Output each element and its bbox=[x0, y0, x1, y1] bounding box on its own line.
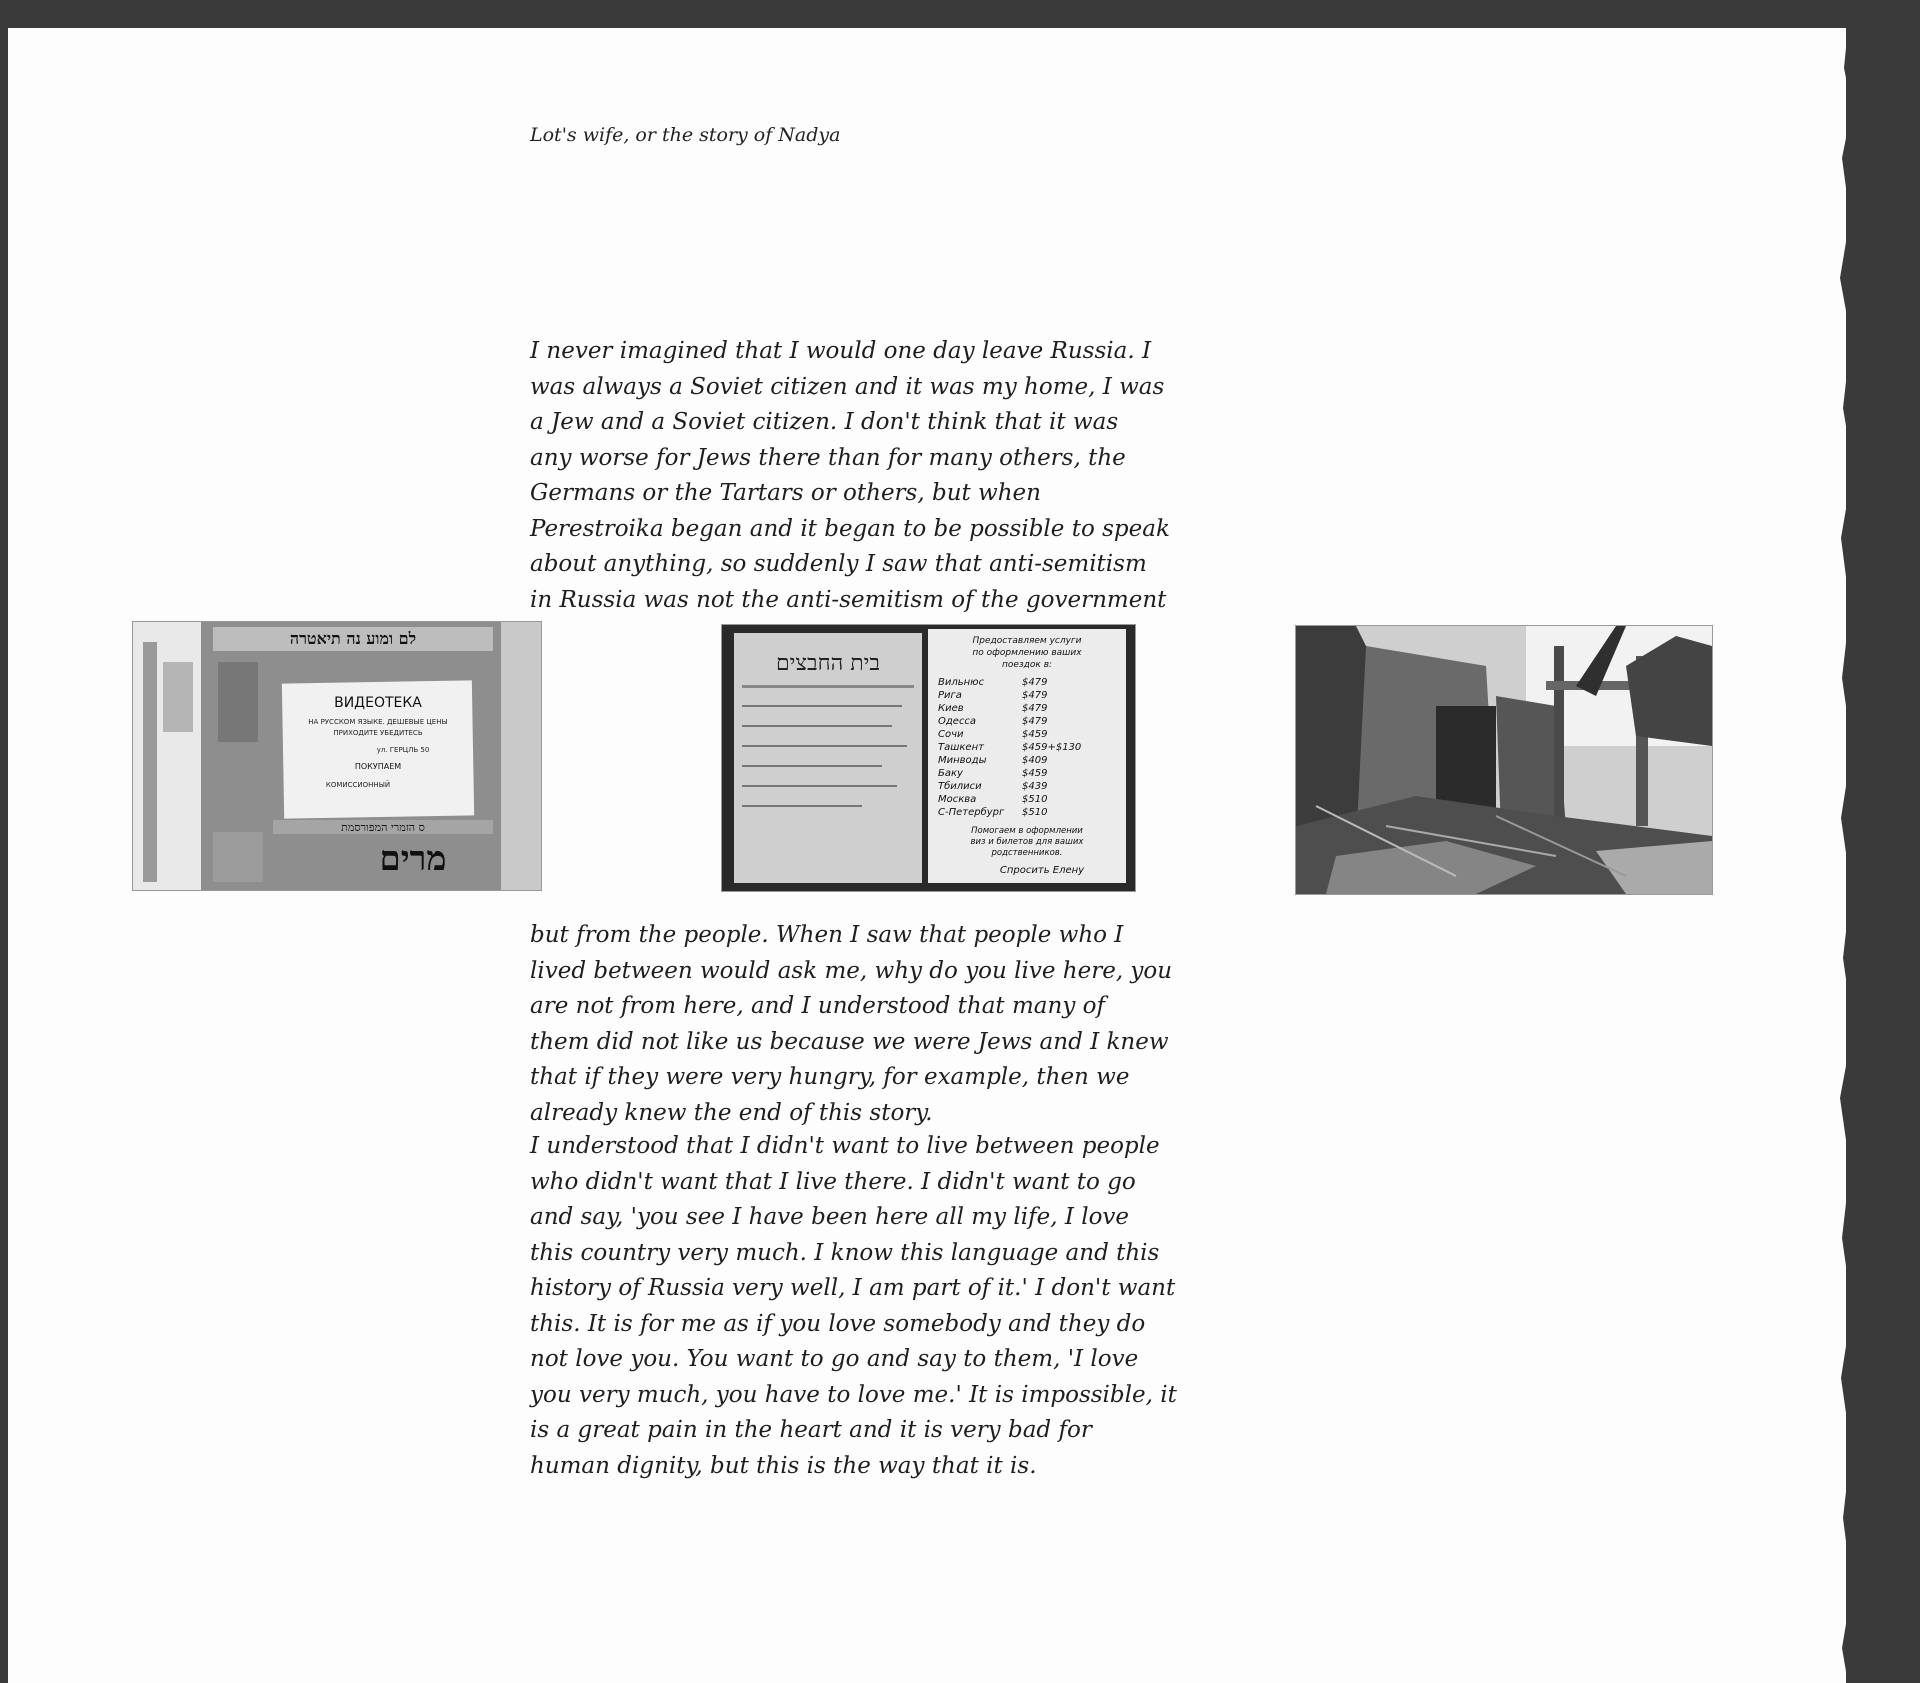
photo-street-posters bbox=[133, 622, 541, 890]
running-header: Lot's wife, or the story of Nadya bbox=[530, 124, 841, 146]
poster-line: НА РУССКОМ ЯЗЫКЕ. ДЕШЕВЫЕ ЦЕНЫ bbox=[308, 718, 448, 726]
sign-contact: Спросить Елену bbox=[999, 865, 1085, 876]
poster-hebrew-big: מרים bbox=[379, 839, 447, 879]
sign-heading-line: Предоставляем услуги bbox=[972, 636, 1082, 646]
destination: С-Петербург bbox=[938, 807, 1005, 818]
text-line: history of Russia very well, I am part of it.' I don't want bbox=[530, 1275, 1176, 1301]
price: $459 bbox=[1022, 768, 1048, 779]
destination: Баку bbox=[938, 768, 963, 779]
price: $510 bbox=[1022, 794, 1048, 805]
poster-line: КОМИССИОННЫЙ bbox=[325, 781, 391, 789]
destination: Минводы bbox=[938, 755, 987, 766]
text-line: and say, 'you see I have been here all my life, I love bbox=[530, 1204, 1130, 1230]
text-line: I never imagined that I would one day leave Russia. I bbox=[530, 338, 1152, 364]
sign-footer-line: Помогаем в оформлении bbox=[971, 826, 1083, 836]
text-line: about anything, so suddenly I saw that anti-semitism bbox=[530, 551, 1147, 577]
destination: Одесса bbox=[938, 716, 977, 727]
poster-line: ПОКУПАЕМ bbox=[354, 762, 402, 771]
text-line: in Russia was not the anti-semitism of the government bbox=[530, 586, 1167, 613]
price: $409 bbox=[1022, 755, 1048, 766]
text-block-2 bbox=[530, 918, 1173, 1131]
destination: Москва bbox=[938, 794, 977, 805]
price: $479 bbox=[1022, 690, 1048, 701]
destination: Тбилиси bbox=[938, 781, 982, 792]
photo-ruins bbox=[1296, 626, 1712, 894]
text-line: you very much, you have to love me.' It is impossible, it bbox=[530, 1381, 1177, 1408]
text-line: that if they were very hungry, for example, then we bbox=[530, 1064, 1130, 1090]
text-line: not love you. You want to go and say to them, 'I love bbox=[530, 1346, 1139, 1372]
price: $510 bbox=[1022, 807, 1048, 818]
text-line: this. It is for me as if you love somebody and they do bbox=[530, 1310, 1146, 1337]
poster-title: ВИДЕОТЕКА bbox=[334, 695, 422, 711]
deckle-edge bbox=[1826, 28, 1846, 1683]
photo-travel-sign bbox=[722, 625, 1135, 891]
svg-text:ס הזמרי המפורסמת: ס הזמרי המפורסמת bbox=[341, 821, 425, 834]
hebrew-heading: בית החבצים bbox=[775, 651, 881, 676]
price: $479 bbox=[1022, 716, 1048, 727]
text-line: who didn't want that I live there. I didn't want to go bbox=[530, 1168, 1136, 1195]
price: $459+$130 bbox=[1022, 742, 1082, 753]
document-page bbox=[8, 28, 1846, 1683]
text-line: already knew the end of this story. bbox=[530, 1099, 933, 1126]
sign-footer-line: родственников. bbox=[991, 848, 1063, 858]
destination: Ташкент bbox=[938, 742, 984, 753]
destination: Сочи bbox=[938, 729, 964, 740]
text-block-1 bbox=[530, 334, 1170, 618]
text-line: I understood that I didn't want to live between people bbox=[530, 1133, 1160, 1159]
text-line: a Jew and a Soviet citizen. I don't think that it was bbox=[530, 409, 1119, 435]
text-line: Perestroika began and it began to be possible to speak bbox=[530, 515, 1170, 542]
destination: Вильнюс bbox=[938, 677, 985, 688]
text-line: any worse for Jews there than for many others, the bbox=[530, 444, 1126, 471]
text-block-3 bbox=[530, 1129, 1177, 1484]
text-line: but from the people. When I saw that people who I bbox=[530, 922, 1124, 948]
sign-footer-line: виз и билетов для ваших bbox=[970, 837, 1084, 847]
price: $479 bbox=[1022, 677, 1048, 688]
sign-heading-line: поездок в: bbox=[1001, 660, 1053, 670]
poster-line: ПРИХОДИТЕ УБЕДИТЕСЬ bbox=[333, 729, 423, 737]
poster-line: ул. ГЕРЦЛЬ 50 bbox=[376, 746, 430, 754]
text-line: are not from here, and I understood that many of bbox=[530, 993, 1105, 1019]
svg-text:לם ומוע נה תיאטרה: לם ומוע נה תיאטרה bbox=[289, 629, 417, 648]
price: $479 bbox=[1022, 703, 1048, 714]
text-line: is a great pain in the heart and it is very bad for bbox=[530, 1417, 1092, 1443]
text-line: Germans or the Tartars or others, but when bbox=[530, 480, 1041, 506]
price: $439 bbox=[1022, 781, 1048, 792]
sign-heading-line: по оформлению ваших bbox=[972, 648, 1082, 658]
text-line: this country very much. I know this language and this bbox=[530, 1239, 1160, 1266]
text-line: lived between would ask me, why do you live here, you bbox=[530, 957, 1173, 984]
text-line: human dignity, but this is the way that it is. bbox=[530, 1452, 1037, 1479]
destination: Рига bbox=[938, 690, 962, 701]
price: $459 bbox=[1022, 729, 1048, 740]
text-line: them did not like us because we were Jews and I knew bbox=[530, 1028, 1169, 1055]
text-line: was always a Soviet citizen and it was my home, I was bbox=[530, 373, 1165, 400]
destination: Киев bbox=[938, 703, 964, 714]
